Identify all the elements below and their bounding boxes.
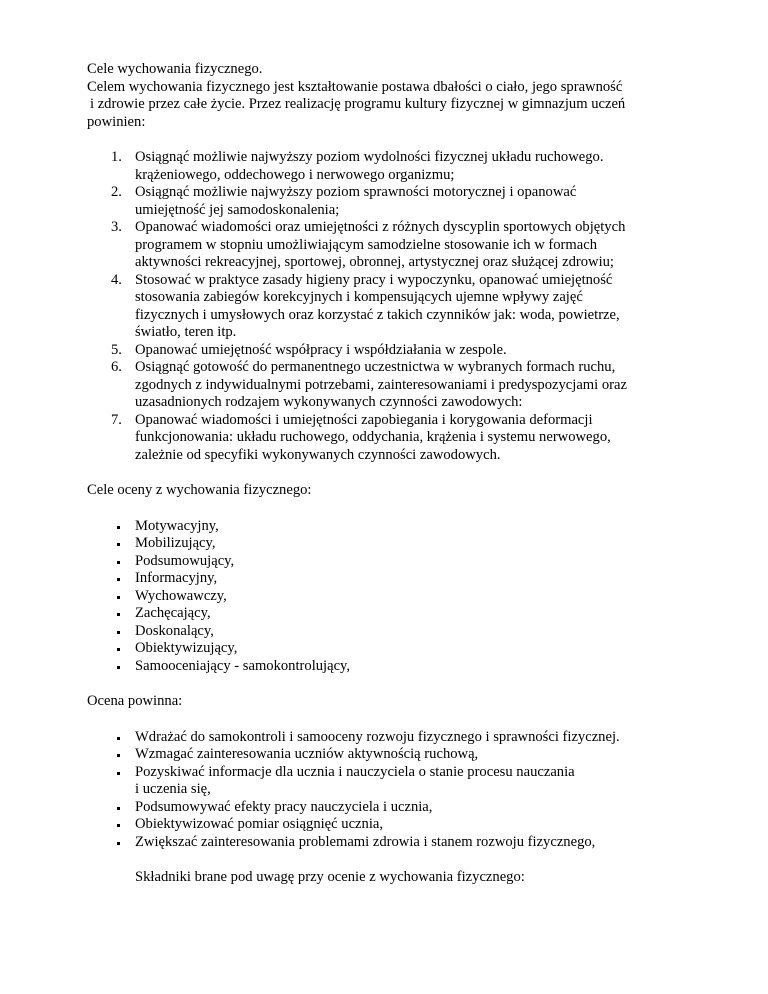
goal-number: 5.	[111, 341, 122, 358]
goal-number: 2.	[111, 184, 122, 200]
list-item: Podsumowujący,	[135, 553, 687, 571]
goals-list	[87, 149, 687, 464]
document-page	[87, 61, 687, 887]
list-item-line: Wdrażać do samokontroli i samooceny rozwoju fizycznego i sprawności fizycznej.	[135, 728, 620, 745]
goal-number: 3.	[111, 219, 122, 235]
list-item	[135, 799, 687, 817]
goal-line: Opanować wiadomości i umiejętności zapobiegania i korygowania deformacji	[135, 411, 593, 428]
goal-number: 1.	[111, 149, 122, 165]
goal-line: krążeniowego, oddechowego i nerwowego organizmu;	[135, 166, 455, 183]
list-item	[135, 834, 687, 852]
document-title: Cele wychowania fizycznego.	[87, 61, 263, 77]
list-item: Motywacyjny,	[135, 518, 687, 536]
list-item-line: i uczenia się,	[135, 781, 211, 797]
list-item	[135, 746, 687, 764]
goal-line: Osiągnąć możliwie najwyższy poziom sprawności motorycznej i opanować	[135, 184, 577, 200]
goal-line: Stosować w praktyce zasady higieny pracy i wypoczynku, opanować umiejętność	[135, 271, 613, 288]
goal-line: uzasadnionych rodzajem wykonywanych czynności zawodowych:	[135, 394, 523, 410]
goal-line: Opanować umiejętność współpracy i współdziałania w zespole.	[135, 341, 507, 358]
goal-line: funkcjonowania: układu ruchowego, oddychania, krążenia i systemu nerwowego,	[135, 429, 611, 445]
list-item: Obiektywizujący,	[135, 640, 687, 658]
goal-line: zależnie od specyfiki wykonywanych czynności zawodowych.	[135, 446, 501, 463]
goal-line: zgodnych z indywidualnymi potrzebami, zainteresowaniami i predyspozycjami oraz	[135, 376, 627, 393]
grading-goals-list	[87, 518, 687, 676]
grade-should-list	[87, 729, 687, 852]
intro-line: Celem wychowania fizycznego jest kształtowanie postawa dbałości o ciało, jego sprawność	[87, 78, 623, 95]
goal-line: aktywności rekreacyjnej, sportowej, obronnej, artystycznej oraz służącej zdrowiu;	[135, 254, 614, 270]
goal-number: 4.	[111, 271, 122, 288]
goal-number: 7.	[111, 411, 122, 428]
goal-line: światło, teren itp.	[135, 324, 237, 340]
goal-line: stosowania zabiegów korekcyjnych i kompensujących ujemne wpływy zajęć	[135, 289, 583, 305]
components-heading: Składniki brane pod uwagę przy ocenie z wychowania fizycznego:	[135, 869, 525, 885]
list-item: Samooceniający - samokontrolujący,	[135, 658, 687, 676]
list-item-line: Obiektywizować pomiar osiągnięć ucznia,	[135, 816, 384, 832]
list-item-line: Wzmagać zainteresowania uczniów aktywnością ruchową,	[135, 746, 479, 762]
list-item: Informacyjny,	[135, 570, 687, 588]
goal-item	[111, 359, 687, 412]
goal-item	[111, 219, 687, 272]
goal-line: Osiągnąć możliwie najwyższy poziom wydolności fizycznej układu ruchowego.	[135, 149, 604, 165]
grading-goals-heading: Cele oceny z wychowania fizycznego:	[87, 482, 312, 498]
goal-line: fizycznych i umysłowych oraz korzystać z takich czynników jak: woda, powietrze,	[135, 306, 620, 323]
goal-line: Opanować wiadomości oraz umiejętności z różnych dyscyplin sportowych objętych	[135, 219, 626, 235]
grade-should-heading: Ocena powinna:	[87, 693, 183, 709]
goal-item	[111, 271, 687, 342]
goal-item	[111, 149, 687, 184]
list-item	[135, 764, 687, 799]
goal-line: programem w stopniu umożliwiającym samodzielne stosowanie ich w formach	[135, 236, 598, 253]
list-item: Doskonalący,	[135, 623, 687, 641]
intro-line: i zdrowie przez całe życie. Przez realizację programu kultury fizycznej w gimnazjum uczeń	[90, 96, 626, 112]
intro-line: powinien:	[87, 113, 146, 130]
list-item-line: Pozyskiwać informacje dla ucznia i nauczyciela o stanie procesu nauczania	[135, 763, 575, 780]
list-item	[135, 816, 687, 834]
list-item-line: Zwiększać zainteresowania problemami zdrowia i stanem rozwoju fizycznego,	[135, 833, 596, 850]
goal-item	[111, 411, 687, 465]
goal-line: Osiągnąć gotowość do permanentnego uczestnictwa w wybranych formach ruchu,	[135, 359, 616, 375]
list-item: Zachęcający,	[135, 605, 687, 623]
goal-item	[111, 341, 687, 360]
list-item	[135, 729, 687, 747]
list-item: Mobilizujący,	[135, 535, 687, 553]
goal-item	[111, 184, 687, 219]
list-item: Wychowawczy,	[135, 588, 687, 606]
goal-number: 6.	[111, 359, 122, 375]
goal-line: umiejętność jej samodoskonalenia;	[135, 201, 340, 218]
list-item-line: Podsumowywać efekty pracy nauczyciela i ucznia,	[135, 798, 433, 815]
